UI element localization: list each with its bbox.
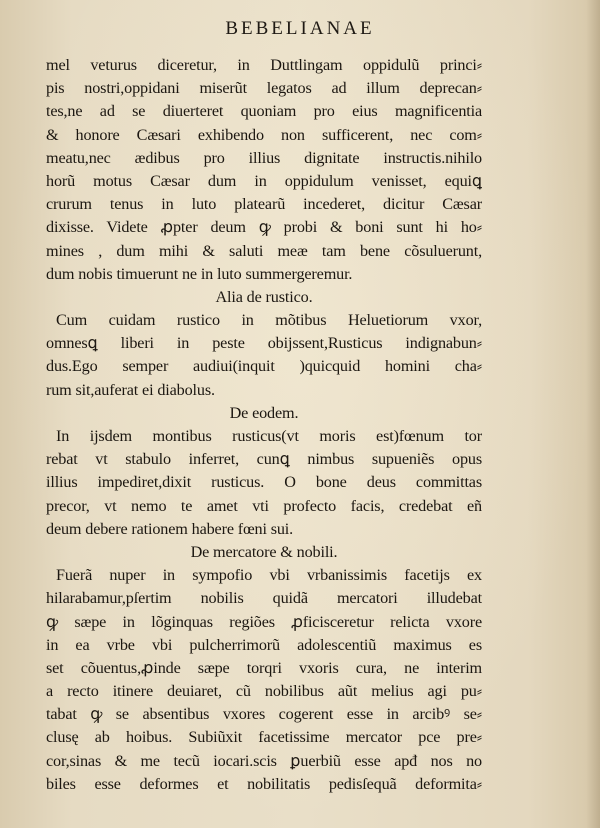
text-line: mel veturus diceretur, in Duttlingam oppidulũ princi⸗ (46, 56, 482, 74)
text-line: a recto itinere deuiaret, cũ nobilibus aũt melius agi pu⸗ (46, 682, 482, 701)
text-line: In ijsdem montibus rusticus(vt moris est)fœnum tor (56, 427, 482, 445)
text-line: illius impediret,dixit rusticus. O bone deus committas (46, 473, 482, 492)
text-line: horũ motus Cæsar dum in oppidulum venisset, equiꝗ (46, 171, 482, 190)
text-line: precor, vt nemo te amet vti profecto facis, credebat eñ (46, 496, 482, 515)
text-line: ꝙ sæpe in lõginquas regiões ꝓficisceretur relicta vxore (46, 612, 482, 631)
text-line: clusę ab hoibus. Subiũxit facetissime mercator pce pre⸗ (46, 728, 482, 747)
text-line: pis nostri,oppidani miserũt legatos ad illum deprecan⸗ (46, 79, 482, 98)
text-line: & honore Cæsari exhibendo non sufficerent, nec com⸗ (46, 125, 482, 144)
text-line: Fuerã nuper in sympofio vbi vrbanissimis facetijs ex (56, 566, 482, 585)
text-line: in ea vrbe vbi pulcherrimorũ adolescentiũ maximus es (46, 635, 482, 654)
text-line: hilarabamur,pſertim nobilis quidã mercatori illudebat (46, 589, 482, 608)
text-line: Cum cuidam rustico in mõtibus Heluetiorum vxor, (56, 311, 482, 330)
text-line: mines , dum mihi & saluti meæ tam bene cõsuluerunt, (46, 241, 482, 260)
text-line: deum debere rationem habere fœni sui. (46, 519, 294, 538)
text-block (46, 54, 482, 796)
text-line: crurum tenus in luto platearũ incederet, dicitur Cæsar (46, 195, 482, 214)
text-line: tes,ne ad se diuerteret quoniam pro eius magnificentia (46, 102, 482, 121)
text-line: biles esse deformes et nobilitatis pedisſequã deformita⸗ (46, 774, 482, 793)
section-heading: De mercatore & nobili. (190, 542, 338, 561)
text-line: dum nobis timuerunt ne in luto summergeremur. (46, 264, 353, 283)
text-line: tabat ꝙ se absentibus vxores cogerent esse in arcibꝰ se⸗ (46, 705, 482, 724)
section-heading: Alia de rustico. (215, 287, 313, 306)
text-line: rebat vt stabulo inferret, cunꝗ nimbus supueniẽs opus (46, 450, 482, 469)
text-line: omnesꝗ liberi in peste obijssent,Rusticus indignabun⸗ (46, 334, 482, 353)
text-line: set cõuentus,ꝓinde sæpe torqri vxoris cura, ne interim (46, 658, 482, 677)
text-line: meatu,nec ædibus pro illius dignitate instructis.nihilo (46, 148, 482, 167)
text-line: rum sit,auferat ei diabolus. (46, 380, 215, 399)
text-line: dixisse. Videte ꝓpter deum ꝙ probi & boni sunt hi ho⸗ (46, 218, 482, 237)
running-head: BEBELIANAE (225, 18, 375, 39)
text-line: dus.Ego semper audiui(inquit )quicquid homini cha⸗ (46, 357, 482, 376)
section-heading: De eodem. (229, 403, 299, 422)
text-line: cor,sinas & me tecũ iocari.scis ꝑuerbiũ esse apđ nos no (46, 751, 482, 770)
